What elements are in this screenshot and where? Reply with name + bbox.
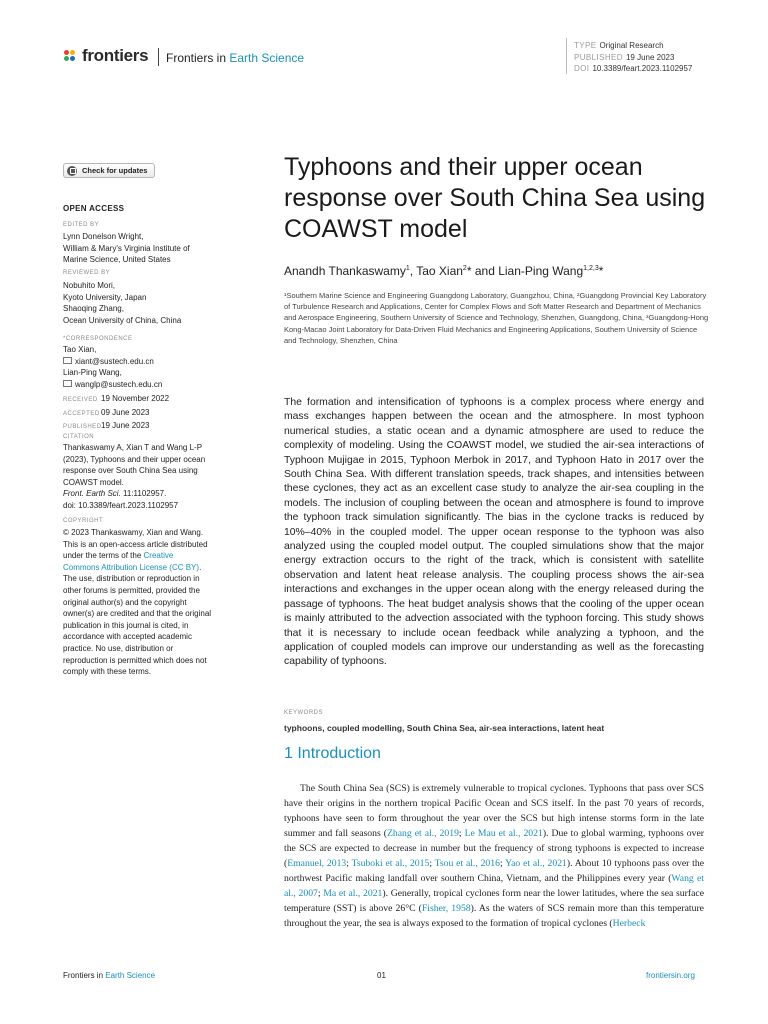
author-affiliation-sup: 2 bbox=[462, 265, 467, 272]
body-text: ). As the waters of SCS remain more than this temperature throughout the year, the sea is always exposed to the formation of tropical cyclones ( bbox=[284, 903, 704, 929]
citation-line: COAWST model. bbox=[63, 477, 124, 487]
published-date: 19 June 2023 bbox=[101, 421, 150, 431]
footer-journal-prefix: Frontiers in bbox=[63, 971, 104, 980]
check-updates-label: Check for updates bbox=[82, 166, 148, 175]
keywords-label: KEYWORDS bbox=[284, 710, 324, 716]
journal-accent: Earth Science bbox=[229, 51, 305, 65]
citation-label: CITATION bbox=[63, 434, 95, 440]
reviewer-affiliation: Ocean University of China, China bbox=[63, 315, 182, 325]
copyright-line: accordance with accepted academic bbox=[63, 632, 192, 642]
published-value: 19 June 2023 bbox=[625, 53, 675, 62]
body-text: ). About 10 typhoons pass over the northwest Pacific making landfall over southern China, Vietnam, and the Philippines every year ( bbox=[284, 858, 704, 884]
citation-link[interactable]: Herbeck bbox=[612, 918, 646, 929]
author-name[interactable]: Tao Xian bbox=[416, 264, 463, 278]
author-list: Anandh Thankaswamy$^1$, Tao Xian$^2$* and Lian-Ping Wang$^{1,2,3}$* bbox=[284, 264, 604, 278]
copyright-line: This is an open-access article distributed bbox=[63, 539, 208, 549]
published-row bbox=[63, 420, 169, 434]
author-conjunction: and bbox=[474, 264, 495, 278]
reviewer-name: Shaoqing Zhang, bbox=[63, 304, 124, 314]
type-label: TYPE bbox=[574, 41, 597, 50]
body-text: ; bbox=[458, 828, 465, 839]
citation-link[interactable]: Wang et al., 2007 bbox=[284, 873, 704, 899]
body-text: ; bbox=[317, 888, 324, 899]
author-name[interactable]: Anandh Thankaswamy bbox=[284, 264, 406, 278]
citation-line: (2023), Typhoons and their upper ocean bbox=[63, 454, 206, 464]
copyright-line: The use, distribution or reproduction in bbox=[63, 574, 200, 584]
correspondent-name: Tao Xian, bbox=[63, 345, 97, 354]
copyright-text-part: under the terms of the bbox=[63, 551, 144, 561]
copyright-line: other forums is permitted, provided the bbox=[63, 585, 200, 595]
copyright-line: comply with these terms. bbox=[63, 667, 152, 677]
doi-label: DOI bbox=[574, 64, 590, 73]
footer-journal bbox=[63, 971, 155, 980]
correspondent-email[interactable]: xiant@sustech.edu.cn bbox=[75, 356, 154, 366]
page-number: 01 bbox=[377, 971, 386, 980]
body-text: ; bbox=[346, 858, 352, 869]
site-link[interactable]: frontiersin.org bbox=[646, 971, 695, 980]
citation-link[interactable]: Tsou et al., 2016 bbox=[434, 858, 500, 869]
mail-icon bbox=[63, 380, 72, 387]
author-affiliation-sup: 1,2,3 bbox=[583, 265, 599, 272]
citation-doi[interactable]: doi: 10.3389/feart.2023.1102957 bbox=[63, 500, 179, 510]
license-link[interactable]: Creative bbox=[143, 551, 174, 561]
correspondent-name: Lian-Ping Wang, bbox=[63, 368, 122, 378]
copyright-line: original author(s) and the copyright bbox=[63, 597, 187, 607]
citation-volume: 11:1102957. bbox=[120, 489, 167, 499]
license-link[interactable]: Commons Attribution License (CC BY) bbox=[63, 562, 200, 572]
update-icon bbox=[67, 166, 77, 176]
author-name[interactable]: Lian-Ping Wang bbox=[498, 264, 584, 278]
copyright-line: owner(s) are credited and that the original bbox=[63, 609, 212, 619]
correspondence-info bbox=[63, 344, 238, 390]
body-text: The South China Sea (SCS) is extremely vulnerable to tropical cyclones. Typhoons that pass over SCS have their origins in the northern tropical Pacific Ocean and SCS itself. In the past 70 years of records, typhoons have seen to form throughout the year over the SCS but high intense storms form in the late summer and fall seasons ( bbox=[284, 783, 704, 839]
citation-line: response over South China Sea using bbox=[63, 466, 198, 476]
mail-icon bbox=[63, 357, 72, 364]
editor-affiliation: William & Mary's Virginia Institute of bbox=[63, 243, 190, 253]
correspondent-email-row[interactable] bbox=[63, 379, 238, 391]
meta-divider bbox=[566, 38, 567, 74]
copyright-line: publication in this journal is cited, in bbox=[63, 620, 189, 630]
copyright-line: reproduction is permitted which does not bbox=[63, 655, 207, 665]
citation-link[interactable]: Zhang et al., 2019 bbox=[386, 828, 459, 839]
citation-link[interactable]: Le Mau et al., 2021 bbox=[464, 828, 543, 839]
copyright-label: COPYRIGHT bbox=[63, 518, 104, 524]
citation-journal-line bbox=[63, 488, 238, 500]
body-text: ). Due to global warming, typhoons over the SCS are expected to decrease in number but the frequency of strong typhoons is expected to increase ( bbox=[284, 828, 704, 869]
editor-info bbox=[63, 231, 238, 266]
citation-link[interactable]: Tsuboki et al., 2015 bbox=[351, 858, 430, 869]
abstract: The formation and intensification of typhoons is a complex process where energy and mass exchanges happen between the ocean and the atmosphere. In most typhoon numerical studies, a static ocean and a dynamic atmosphere are used to reduce the complexity of modeling. Using the COAWST model, we studied the air-sea interactions of Typhoon Mujigae in 2015, Typhoon Merbok in 2017, and Typhoon Hato in 2017 over the South China Sea. With different translation speeds, track shapes, and intensities between these cyclones, they act as an excellent case study to analyze the air-sea coupling in the models. The inclusion of coupling between the ocean and atmosphere is found to improve the typhoon track simulation significantly. The bias in the cyclone tracks is reduced by 10%–40% in the coupled model. The upper ocean response to the typhoon was also analyzed using the coupled model output. The coupled simulations show that the major energy extraction occurs to the right of the track, which is consistent with satellite observation and latent heat release analysis. The coupling process shows the air-sea interactions and exchanges in the upper ocean along with the energy released during the passage of typhoons. The heat budget analysis shows that the cooling of the upper ocean is mainly attributed to the advection associated with the typhoon forcing. This study shows that it is necessary to include ocean feedback while analyzing a typhoon, and the application of coupled models can improve our understanding as well as the forecasting capability of typhoons. bbox=[284, 397, 704, 668]
published-date bbox=[574, 53, 674, 62]
correspondent-email[interactable]: wanglp@sustech.edu.cn bbox=[75, 379, 163, 389]
reviewer-name: Nobuhito Mori, bbox=[63, 281, 116, 290]
brand-name: frontiers bbox=[82, 46, 149, 65]
footer-journal-accent: Earth Science bbox=[105, 971, 156, 980]
open-access-label: OPEN ACCESS bbox=[63, 204, 125, 213]
footer-site-link[interactable] bbox=[646, 971, 695, 980]
doi bbox=[574, 64, 692, 73]
received-row bbox=[63, 393, 169, 407]
brand-divider bbox=[158, 48, 159, 66]
article-title: Typhoons and their upper ocean response over South China Sea using COAWST model bbox=[284, 153, 706, 243]
published-label: PUBLISHED bbox=[574, 53, 623, 62]
citation-line: Thankaswamy A, Xian T and Wang L-P bbox=[63, 443, 203, 452]
body-text: ). Generally, tropical cyclones form near the lower latitudes, where the sea surface temperature (SST) is above 26°C ( bbox=[284, 888, 704, 914]
body-text: ; bbox=[429, 858, 435, 869]
received-label: RECEIVED bbox=[63, 397, 98, 403]
type-value: Original Research bbox=[599, 41, 664, 50]
copyright-line: © 2023 Thankaswamy, Xian and Wang. bbox=[63, 528, 204, 537]
copyright-line bbox=[63, 562, 238, 574]
editor-name: Lynn Donelson Wright, bbox=[63, 232, 144, 241]
intro-paragraph bbox=[284, 781, 704, 931]
doi-value: 10.3389/feart.2023.1102957 bbox=[592, 64, 693, 73]
citation-link[interactable]: Ma et al., 2021 bbox=[323, 888, 383, 899]
citation-journal: Front. Earth Sci. bbox=[63, 489, 121, 499]
accepted-date: 09 June 2023 bbox=[101, 407, 150, 417]
journal-name bbox=[166, 51, 304, 65]
copyright-text bbox=[63, 527, 238, 678]
article-type bbox=[574, 41, 664, 50]
copyright-line: practice. No use, distribution or bbox=[63, 643, 174, 653]
check-for-updates-button[interactable] bbox=[63, 163, 155, 178]
reviewer-affiliation: Kyoto University, Japan bbox=[63, 292, 147, 302]
edited-by-label: EDITED BY bbox=[63, 222, 100, 228]
frontiers-logo-icon bbox=[64, 50, 78, 64]
copyright-line bbox=[63, 550, 238, 562]
received-date: 19 November 2022 bbox=[101, 394, 170, 403]
body-text: ; bbox=[499, 858, 506, 869]
reviewer-info bbox=[63, 280, 238, 326]
affiliations: ¹Southern Marine Science and Engineering Guangdong Laboratory, Guangzhou, China, ²Guangdong Provincial Key Laboratory of Turbulence Research and Applications, Center for Complex Flows and Soft Matter Research and Department of Mechanics and Aerospace Engineering, Southern University of Science and Technology, Shenzhen, Guangdong, China, ³Guangdong-Hong Kong-Macao Joint Laboratory for Data-Driven Fluid Mechanics and Engineering Applications, Southern University of Science and Technology, Shenzhen, China bbox=[284, 291, 709, 345]
accepted-label: ACCEPTED bbox=[63, 410, 100, 417]
author-affiliation-sup: 1 bbox=[405, 265, 410, 272]
citation-link[interactable]: Emanuel, 2013 bbox=[287, 858, 347, 869]
keywords: typhoons, coupled modelling, South China Sea, air-sea interactions, latent heat bbox=[284, 723, 605, 733]
correspondent-email-row[interactable] bbox=[63, 356, 238, 368]
published-label: PUBLISHED bbox=[63, 424, 102, 431]
copyright-text-part: . bbox=[199, 562, 202, 572]
section-heading: 1 Introduction bbox=[284, 745, 381, 762]
accepted-row bbox=[63, 407, 169, 421]
citation-link[interactable]: Fisher, 1958 bbox=[421, 903, 471, 914]
article-dates bbox=[63, 393, 169, 434]
reviewed-by-label: REVIEWED BY bbox=[63, 270, 111, 276]
journal-prefix: Frontiers in bbox=[166, 51, 227, 65]
editor-affiliation: Marine Science, United States bbox=[63, 255, 171, 265]
citation-text bbox=[63, 442, 238, 512]
citation-link[interactable]: Yao et al., 2021 bbox=[505, 858, 567, 869]
correspondence-label: *CORRESPONDENCE bbox=[63, 336, 133, 342]
